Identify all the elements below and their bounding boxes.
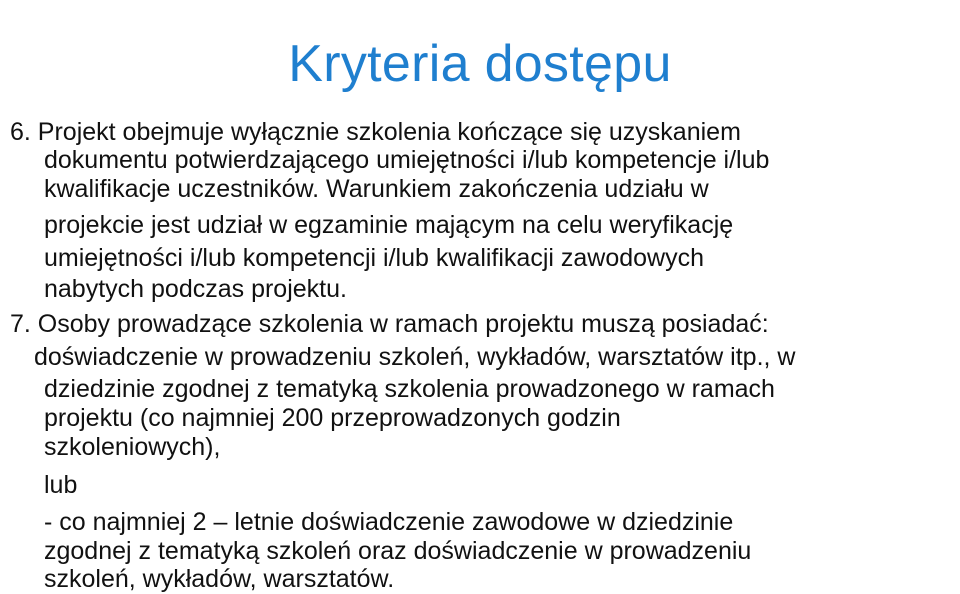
criterion-7-line-6: - co najmniej 2 – letnie doświadczenie zawodowe w dziedzinie [44, 508, 734, 536]
criterion-7-line-8: szkoleń, wykładów, warsztatów. [44, 565, 395, 593]
criterion-6-line-3: kwalifikacje uczestników. Warunkiem zakończenia udziału w [44, 175, 709, 203]
criterion-6-line-5: umiejętności i/lub kompetencji i/lub kwalifikacji zawodowych [44, 244, 705, 272]
criterion-7-line-3: dziedzinie zgodnej z tematyką szkolenia prowadzonego w ramach [44, 375, 775, 403]
criterion-7-line-1: 7. Osoby prowadzące szkolenia w ramach projektu muszą posiadać: [10, 310, 769, 338]
criterion-7-line-2: doświadczenie w prowadzeniu szkoleń, wykładów, warsztatów itp., w [34, 343, 796, 371]
criterion-7-line-5: szkoleniowych), [44, 433, 221, 461]
slide-title: Kryteria dostępu [288, 34, 672, 93]
criterion-7-or-label: lub [44, 471, 78, 499]
criterion-7-line-7: zgodnej z tematyką szkoleń oraz doświadczenie w prowadzeniu [44, 537, 752, 565]
criterion-6-line-4: projekcie jest udział w egzaminie mającym na celu weryfikację [44, 211, 734, 239]
criterion-6-line-1: 6. Projekt obejmuje wyłącznie szkolenia kończące się uzyskaniem [10, 118, 741, 146]
criterion-6-line-2: dokumentu potwierdzającego umiejętności i/lub kompetencje i/lub [44, 146, 770, 174]
criterion-7-line-4: projektu (co najmniej 200 przeprowadzonych godzin [44, 404, 621, 432]
criterion-6-line-6: nabytych podczas projektu. [44, 275, 347, 303]
